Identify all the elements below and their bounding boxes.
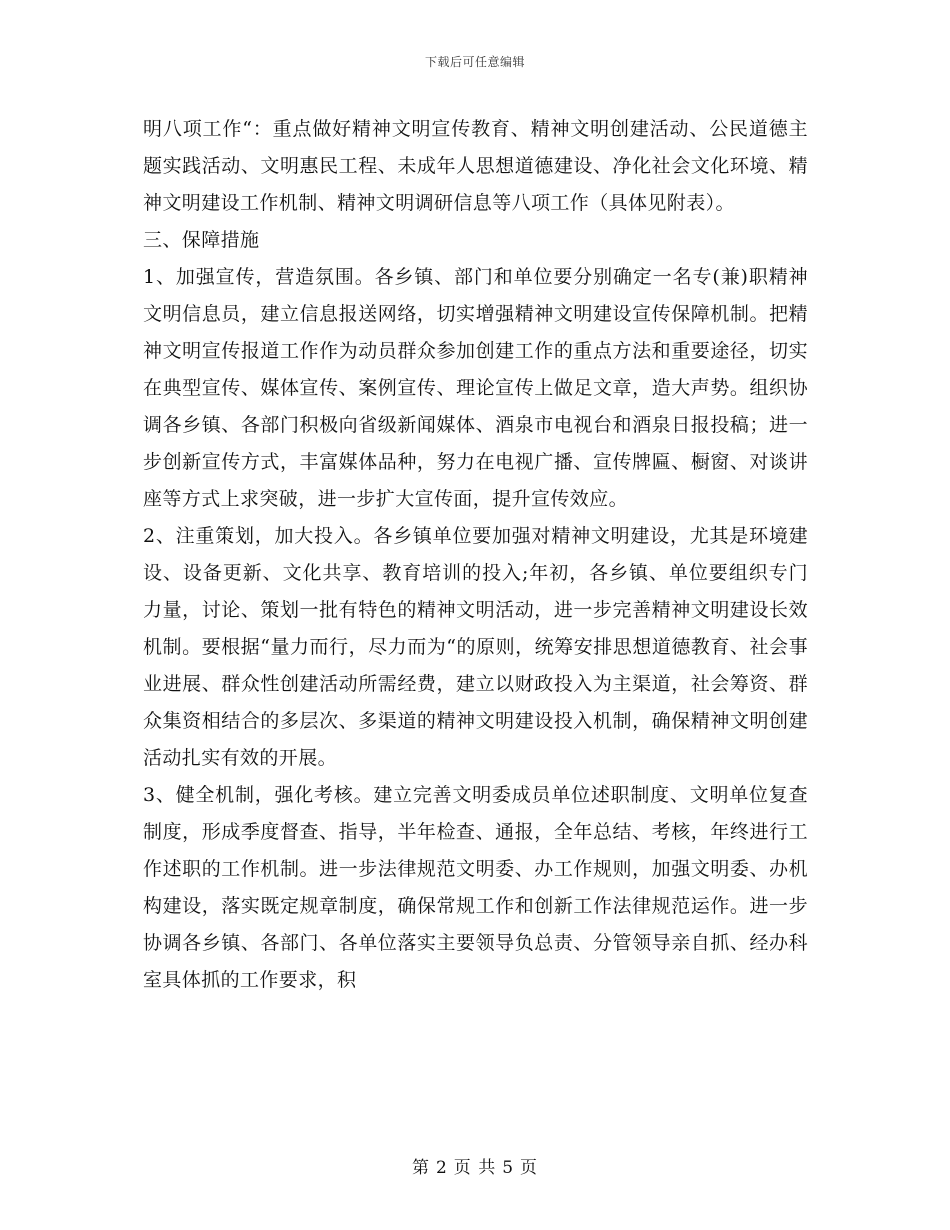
page-header: 下载后可任意编辑 <box>424 55 525 69</box>
document-body <box>143 111 808 999</box>
section-heading-safeguards: 三、保障措施 <box>143 229 260 251</box>
paragraph-work-items: 明八项工作“：重点做好精神文明宣传教育、精神文明创建活动、公民道德主题实践活动、文明惠民工程、未成年人思想道德建设、净化社会文化环境、精神文明建设工作机制、精神文明调研信息等八项工作（具体见附表）。 <box>143 118 808 214</box>
paragraph-planning-investment: 2、注重策划，加大投入。各乡镇单位要加强对精神文明建设，尤其是环境建设、设备更新、文化共享、教育培训的投入;年初，各乡镇、单位要组织专门力量，讨论、策划一批有特色的精神文明活动，进一步完善精神文明建设长效机制。要根据“量力而行，尽力而为“的原则，统筹安排思想道德教育、社会事业进展、群众性创建活动所需经费，建立以财政投入为主渠道，社会筹资、群众集资相结合的多层次、多渠道的精神文明建设投入机制，确保精神文明创建活动扎实有效的开展。 <box>143 525 808 769</box>
footer-total-pages: 5 <box>502 1158 515 1178</box>
footer-page-number: 2 <box>435 1158 448 1178</box>
paragraph-publicity: 1、加强宣传，营造氛围。各乡镇、部门和单位要分别确定一名专(兼)职精神文明信息员，建立信息报送网络，切实增强精神文明建设宣传保障机制。把精神文明宣传报道工作作为动员群众参加创建工作的重点方法和重要途径，切实在典型宣传、媒体宣传、案例宣传、理论宣传上做足文章，造大声势。组织协调各乡镇、各部门积极向省级新闻媒体、酒泉市电视台和酒泉日报投稿；进一步创新宣传方式，丰富媒体品种，努力在电视广播、宣传牌匾、橱窗、对谈讲座等方式上求突破，进一步扩大宣传面，提升宣传效应。 <box>143 266 808 510</box>
footer-suffix: 页 <box>520 1158 539 1178</box>
paragraph-mechanism-assessment: 3、健全机制，强化考核。建立完善文明委成员单位述职制度、文明单位复查制度，形成季度督查、指导，半年检查、通报，全年总结、考核，年终进行工作述职的工作机制。进一步法律规范文明委、办工作规则，加强文明委、办机构建设，落实既定规章制度，确保常规工作和创新工作法律规范运作。进一步协调各乡镇、各部门、各单位落实主要领导负总责、分管领导亲自抓、经办科室具体抓的工作要求，积 <box>143 784 808 991</box>
page-footer <box>0 1153 950 1178</box>
footer-prefix: 第 <box>411 1158 430 1178</box>
footer-middle: 页 共 <box>453 1158 497 1178</box>
